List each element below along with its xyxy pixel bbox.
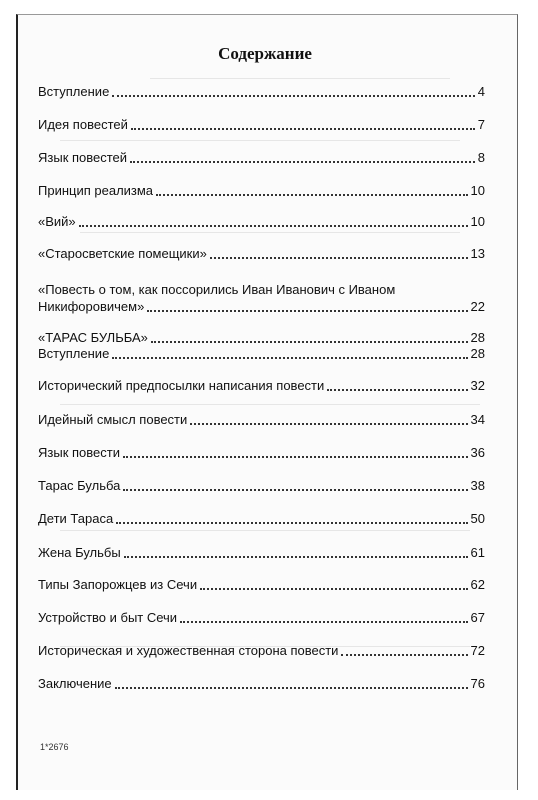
toc-entry-label: Идея повестей — [38, 117, 128, 132]
toc-entry-page: 4 — [477, 84, 485, 99]
toc-entry-label: Дети Тараса — [38, 511, 114, 526]
toc-entry-label: Жена Бульбы — [38, 545, 121, 560]
toc-entry-label: Историческая и художественная сторона повести — [38, 643, 339, 658]
toc-entry-page: 10 — [470, 214, 485, 229]
toc-entry-label: «ТАРАС БУЛЬБА» — [38, 330, 148, 345]
toc-entry-label-continued: Никифоровичем» — [38, 299, 145, 314]
toc-entry-page: 32 — [470, 378, 485, 393]
dot-leader — [190, 423, 467, 425]
toc-entry[interactable] — [38, 183, 485, 199]
toc-entry-page: 67 — [470, 610, 485, 625]
toc-entry-line2 — [38, 298, 485, 315]
dot-leader — [180, 621, 467, 623]
bleed-through-line — [80, 232, 460, 233]
toc-entry-page: 7 — [477, 117, 485, 132]
toc-entry[interactable] — [38, 117, 485, 133]
toc-entry-label: Принцип реализма — [38, 183, 154, 198]
dot-leader — [112, 95, 474, 97]
toc-entry[interactable] — [38, 610, 485, 626]
toc-entry-label: Заключение — [38, 676, 112, 691]
toc-entry[interactable] — [38, 478, 485, 494]
dot-leader — [130, 161, 475, 163]
dot-leader — [147, 310, 467, 312]
dot-leader — [123, 489, 467, 491]
toc-entry[interactable] — [38, 545, 485, 561]
dot-leader — [115, 687, 468, 689]
toc-entry-page: 72 — [470, 643, 485, 658]
bleed-through-line — [150, 78, 450, 79]
toc-entry-page: 28 — [470, 346, 485, 361]
toc-entry-label: Исторический предпосылки написания повести — [38, 378, 325, 393]
toc-entry-label: «Старосветские помещики» — [38, 246, 207, 261]
toc-entry-page: 8 — [477, 150, 485, 165]
toc-entry-page: 22 — [470, 299, 485, 314]
dot-leader — [131, 128, 475, 130]
dot-leader — [210, 257, 468, 259]
page-title: Содержание — [218, 44, 312, 63]
toc-entry-label: Вступление — [38, 84, 110, 99]
toc-entry[interactable] — [38, 577, 485, 593]
toc-entry[interactable] — [38, 511, 485, 527]
toc-entry[interactable] — [38, 412, 485, 428]
toc-entry-page: 38 — [470, 478, 485, 493]
toc-entry-page: 50 — [470, 511, 485, 526]
toc-entry[interactable] — [38, 330, 485, 346]
toc-entry-page: 62 — [470, 577, 485, 592]
toc-entry-page: 28 — [470, 330, 485, 345]
toc-entry-page: 76 — [470, 676, 485, 691]
bleed-through-line — [60, 530, 470, 531]
toc-entry-label: Устройство и быт Сечи — [38, 610, 178, 625]
dot-leader — [79, 225, 468, 227]
toc-entry-label: «Вий» — [38, 214, 76, 229]
toc-entry[interactable] — [38, 150, 485, 166]
toc-entry-label: Типы Запорожцев из Сечи — [38, 577, 198, 592]
toc-entry[interactable] — [38, 281, 485, 315]
toc-entry-page: 61 — [470, 545, 485, 560]
toc-entry-page: 13 — [470, 246, 485, 261]
dot-leader — [124, 556, 468, 558]
toc-entry[interactable] — [38, 84, 485, 100]
bleed-through-line — [60, 140, 460, 141]
toc-entry-page: 36 — [470, 445, 485, 460]
toc-entry[interactable] — [38, 346, 485, 362]
toc-entry-label: Язык повестей — [38, 150, 128, 165]
dot-leader — [341, 654, 467, 656]
toc-entry-label: «Повесть о том, как поссорились Иван Иванович с Иваном — [38, 282, 396, 297]
dot-leader — [200, 588, 467, 590]
toc-entry-page: 10 — [470, 183, 485, 198]
dot-leader — [327, 389, 467, 391]
toc-entry-label: Тарас Бульба — [38, 478, 121, 493]
toc-entry-label: Вступление — [38, 346, 110, 361]
dot-leader — [156, 194, 467, 196]
toc-entry-label: Идейный смысл повести — [38, 412, 188, 427]
toc-entry-label: Язык повести — [38, 445, 120, 460]
toc-entry-page: 34 — [470, 412, 485, 427]
toc-entry[interactable] — [38, 246, 485, 262]
bleed-through-line — [60, 404, 480, 405]
print-code: 1*2676 — [40, 742, 69, 752]
toc-entry[interactable] — [38, 378, 485, 394]
toc-entry[interactable] — [38, 676, 485, 692]
dot-leader — [123, 456, 468, 458]
toc-entry[interactable] — [38, 643, 485, 659]
dot-leader — [151, 341, 468, 343]
toc-entry[interactable] — [38, 214, 485, 230]
toc-entry[interactable] — [38, 445, 485, 461]
dot-leader — [112, 357, 467, 359]
dot-leader — [116, 522, 467, 524]
